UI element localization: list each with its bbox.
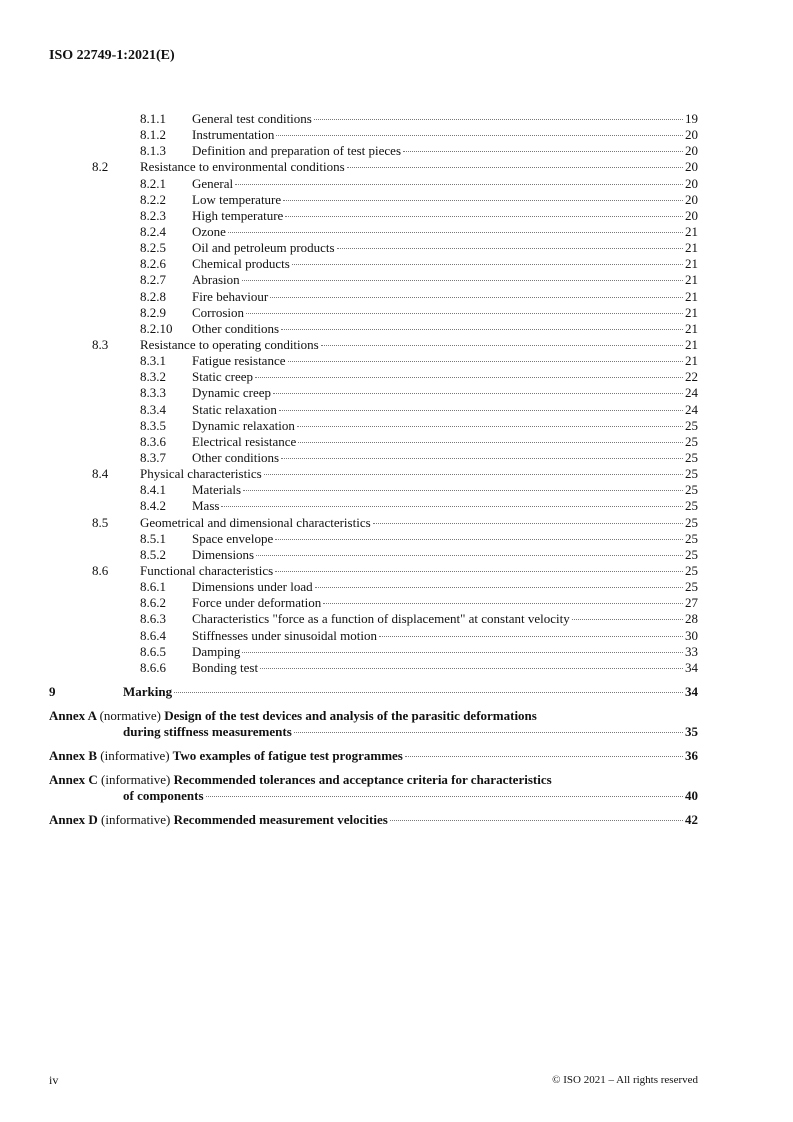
toc-entry-title: Resistance to environmental conditions [140, 159, 345, 175]
dot-leader [390, 820, 683, 821]
toc-entry-number: 8.6.1 [140, 579, 166, 595]
toc-entry-page: 25 [685, 433, 698, 449]
toc-entry-page: 24 [685, 385, 698, 401]
toc-entry-number: 8.3.6 [140, 433, 166, 449]
toc-entry-title: General test conditions [192, 111, 312, 126]
toc-entry-number: 8.3.4 [140, 401, 166, 417]
toc-entry-title: High temperature [192, 207, 284, 223]
toc-entry-title: Static relaxation [192, 401, 277, 417]
annex-title-line2 [49, 724, 698, 740]
toc-entry-number: 8.2.5 [140, 240, 166, 256]
annex-title-line [49, 748, 698, 764]
dot-leader [246, 313, 683, 314]
toc-entry-title: Resistance to operating conditions [140, 336, 319, 352]
annex-title: Design of the test devices and analysis of the parasitic deformations [164, 708, 537, 724]
toc-entry-title: Characteristics "force as a function of displacement" at constant velocity [192, 611, 570, 627]
toc-entry-number: 8.2.8 [140, 288, 166, 304]
toc-entry-title: Force under deformation [192, 595, 322, 611]
toc-entry[interactable] [49, 369, 698, 385]
toc-entry-number: 8.6.3 [140, 611, 166, 627]
annex-type: (informative) [100, 748, 170, 764]
toc-entry-title: Oil and petroleum products [192, 240, 335, 256]
toc-entry-title: Dynamic relaxation [192, 417, 295, 433]
toc-entry-number: 8.5.2 [140, 546, 166, 562]
toc-entry-number: 8.2.10 [140, 320, 173, 336]
toc-entry-page: 25 [685, 482, 698, 498]
dot-leader [275, 571, 683, 572]
toc-entry-title: Physical characteristics [140, 466, 262, 482]
toc-entry-title: Fatigue resistance [192, 353, 286, 369]
toc-entry-title: Marking [123, 683, 173, 699]
toc-entry-page: 21 [685, 353, 698, 369]
toc-entry-number: 8.3.7 [140, 449, 166, 465]
toc-annex-entry[interactable] [49, 772, 698, 804]
toc-entry-page: 20 [685, 143, 698, 159]
toc-entry[interactable] [49, 482, 698, 498]
dot-leader [270, 297, 683, 298]
toc-entry[interactable] [49, 660, 698, 676]
dot-leader [297, 426, 683, 427]
dot-leader [281, 458, 683, 459]
annex-label: Annex C [49, 772, 98, 788]
toc-entry-page: 21 [685, 272, 698, 288]
annex-title-line [49, 812, 698, 828]
toc-entry-number: 8.2.2 [140, 191, 166, 207]
toc-annex-entry[interactable] [49, 812, 698, 828]
dot-leader [292, 264, 683, 265]
annex-heading [49, 748, 403, 764]
dot-leader [315, 587, 683, 588]
toc-entry-page: 25 [685, 449, 698, 465]
toc-entry-title: Corrosion [192, 304, 244, 320]
toc-entry-title: Geometrical and dimensional characteristics [140, 514, 371, 530]
toc-annex-entry[interactable] [49, 708, 698, 740]
toc-entry-number: 8.3.1 [140, 353, 166, 369]
toc-entry-title: Stiffnesses under sinusoidal motion [192, 627, 378, 643]
toc-entry-number: 8.3.5 [140, 417, 166, 433]
annex-title-line1 [49, 772, 698, 788]
dot-leader [321, 345, 683, 346]
toc-entry-number: 8.3.3 [140, 385, 166, 401]
toc-entry-number: 8.2.1 [140, 175, 166, 191]
toc-entry[interactable] [49, 289, 698, 305]
toc-entry-title: Electrical resistance [192, 433, 297, 449]
toc-entry-page: 28 [685, 611, 698, 627]
toc-entry-page: 21 [685, 223, 698, 239]
toc-entry-number: 8.2 [92, 159, 109, 175]
toc-entry-page: 25 [685, 530, 698, 546]
dot-leader [228, 232, 683, 233]
toc-entry-number: 8.6.2 [140, 595, 166, 611]
toc-entry-title: Dimensions [192, 546, 255, 562]
toc-entry-page: 34 [685, 659, 698, 675]
toc-entry-title: Chemical products [192, 256, 290, 272]
toc-entry-number: 9 [49, 683, 56, 699]
toc-entry-title: Other conditions [192, 320, 280, 336]
dot-leader [283, 200, 683, 201]
toc-entry[interactable] [49, 498, 698, 514]
toc-entry[interactable] [49, 127, 698, 143]
toc-entry[interactable] [49, 305, 698, 321]
toc-entry-page: 27 [685, 595, 698, 611]
toc-entry[interactable] [49, 176, 698, 192]
toc-entry-page: 20 [685, 159, 698, 175]
annex-title-line2 [49, 788, 698, 804]
toc-entry-page: 24 [685, 401, 698, 417]
toc-entry[interactable] [49, 644, 698, 660]
toc-entry[interactable] [49, 240, 698, 256]
toc-entry-number: 8.5 [92, 514, 109, 530]
toc-entry-page: 25 [685, 498, 698, 514]
document-header: ISO 22749-1:2021(E) [49, 48, 175, 63]
annex-type: (informative) [101, 812, 171, 828]
toc-entry-number: 8.3 [92, 336, 109, 352]
dot-leader [294, 732, 683, 733]
dot-leader [264, 474, 683, 475]
toc-entry-page: 20 [685, 175, 698, 191]
dot-leader [403, 151, 683, 152]
dot-leader [298, 442, 683, 443]
dot-leader [275, 539, 683, 540]
dot-leader [323, 603, 683, 604]
toc-entry[interactable] [49, 208, 698, 224]
dot-leader [221, 506, 683, 507]
toc-entry-page: 21 [685, 240, 698, 256]
toc-entry-number: 8.2.3 [140, 207, 166, 223]
toc-entry[interactable] [49, 272, 698, 288]
toc-entry-page: 20 [685, 127, 698, 143]
toc-entry[interactable] [49, 611, 698, 627]
toc-entry-page: 42 [685, 812, 698, 828]
toc-entry-number: 8.6.5 [140, 643, 166, 659]
toc-entry[interactable] [49, 547, 698, 563]
toc-entry[interactable] [49, 579, 698, 595]
dot-leader [285, 216, 683, 217]
toc-entry[interactable] [49, 353, 698, 369]
dot-leader [288, 361, 684, 362]
toc-entry[interactable] [49, 143, 698, 159]
toc-entry-title: Damping [192, 643, 241, 659]
toc-entry-number: 8.6.6 [140, 659, 166, 675]
dot-leader [281, 329, 683, 330]
toc-entry-page: 25 [685, 514, 698, 530]
dot-leader [242, 652, 683, 653]
dot-leader [373, 523, 683, 524]
toc-entry[interactable] [49, 402, 698, 418]
toc-entry-page: 30 [685, 627, 698, 643]
toc-entry-number: 8.3.2 [140, 369, 166, 385]
toc-entry-page: 20 [685, 191, 698, 207]
dot-leader [273, 393, 683, 394]
toc-entry-number: 8.2.6 [140, 256, 166, 272]
toc-entry-number: 8.1.3 [140, 143, 166, 159]
toc-entry-title: Bonding test [192, 659, 259, 675]
annex-heading [49, 812, 388, 828]
toc-entry[interactable] [49, 466, 698, 482]
toc-entry-page: 21 [685, 320, 698, 336]
dot-leader [337, 248, 683, 249]
toc-entry[interactable] [49, 385, 698, 401]
toc-entry-number: 8.6 [92, 562, 109, 578]
dot-leader [243, 490, 683, 491]
toc-entry-page: 21 [685, 288, 698, 304]
toc-entry-title: Low temperature [192, 191, 282, 207]
toc-entry[interactable] [49, 434, 698, 450]
dot-leader [379, 636, 683, 637]
toc-entry-page: 20 [685, 207, 698, 223]
toc-entry-number: 8.1.1 [140, 111, 166, 126]
toc-entry-title: Dimensions under load [192, 579, 313, 595]
toc-entry-number: 8.5.1 [140, 530, 166, 546]
toc-entry-title: Ozone [192, 223, 226, 239]
toc-entry-number: 8.4.1 [140, 482, 166, 498]
toc-entry-title: Definition and preparation of test pieces [192, 143, 402, 159]
toc-entry-title: Instrumentation [192, 127, 275, 143]
toc-entry-number: 8.1.2 [140, 127, 166, 143]
toc-entry-title: Other conditions [192, 449, 280, 465]
toc-entry-title: Functional characteristics [140, 562, 274, 578]
toc-entry-page: 25 [685, 417, 698, 433]
toc-entry-page: 21 [685, 336, 698, 352]
toc-entry[interactable] [49, 450, 698, 466]
toc-entry-title: General [192, 175, 234, 191]
annex-title: Two examples of fatigue test programmes [172, 748, 403, 764]
toc-entry-title: Materials [192, 482, 242, 498]
annex-title: Recommended tolerances and acceptance criteria for characteristics [173, 772, 552, 788]
toc-entry[interactable] [49, 321, 698, 337]
toc-entry[interactable] [49, 515, 698, 531]
toc-entry-clause-9[interactable] [49, 684, 698, 700]
toc-entry[interactable] [49, 531, 698, 547]
annex-title: Recommended measurement velocities [173, 812, 388, 828]
toc-entry-page: 33 [685, 643, 698, 659]
toc-entry-number: 8.6.4 [140, 627, 166, 643]
annex-title-continued: during stiffness measurements [123, 724, 292, 740]
toc-entry-number: 8.4 [92, 466, 109, 482]
toc-entry[interactable] [49, 628, 698, 644]
toc-entry-title: Dynamic creep [192, 385, 272, 401]
toc-annex-entry[interactable] [49, 748, 698, 764]
dot-leader [256, 555, 683, 556]
toc-entry-number: 8.4.2 [140, 498, 166, 514]
toc-entry-title: Fire behaviour [192, 288, 269, 304]
annex-type: (informative) [101, 772, 171, 788]
toc-entry-page: 25 [685, 546, 698, 562]
toc-entry-page: 19 [685, 111, 698, 126]
annex-label: Annex A [49, 708, 97, 724]
toc-entry-number: 8.2.4 [140, 223, 166, 239]
toc-entry[interactable] [49, 337, 698, 353]
toc-entry-page: 25 [685, 466, 698, 482]
toc-entry[interactable] [49, 418, 698, 434]
toc-entry-number: 8.2.9 [140, 304, 166, 320]
toc-entry-page: 40 [685, 788, 698, 804]
dot-leader [314, 119, 683, 120]
toc-entry-page: 22 [685, 369, 698, 385]
table-of-contents [49, 111, 698, 829]
toc-entry[interactable] [49, 224, 698, 240]
dot-leader [405, 756, 683, 757]
dot-leader [276, 135, 683, 136]
dot-leader [174, 692, 683, 693]
toc-entry-page: 36 [685, 748, 698, 764]
annex-label: Annex D [49, 812, 98, 828]
dot-leader [242, 280, 683, 281]
annex-title-line1 [49, 708, 698, 724]
toc-entry[interactable] [49, 159, 698, 175]
toc-entry-title: Static creep [192, 369, 253, 385]
toc-entry[interactable] [49, 563, 698, 579]
annex-title-continued: of components [123, 788, 204, 804]
copyright-notice: © ISO 2021 – All rights reserved [552, 1074, 698, 1086]
dot-leader [235, 184, 683, 185]
dot-leader [279, 410, 683, 411]
toc-entry-page: 21 [685, 304, 698, 320]
toc-entry[interactable] [49, 192, 698, 208]
toc-entry[interactable] [49, 111, 698, 127]
dot-leader [206, 796, 683, 797]
toc-entry-page: 34 [685, 683, 698, 699]
toc-entry-page: 35 [685, 724, 698, 740]
dot-leader [260, 668, 683, 669]
toc-entry-page: 25 [685, 579, 698, 595]
toc-entry-title: Mass [192, 498, 220, 514]
toc-entry-title: Space envelope [192, 530, 274, 546]
toc-entry[interactable] [49, 595, 698, 611]
toc-entry-page: 21 [685, 256, 698, 272]
dot-leader [572, 619, 683, 620]
annex-type: (normative) [99, 708, 161, 724]
dot-leader [347, 167, 683, 168]
toc-entry-page: 25 [685, 562, 698, 578]
dot-leader [255, 377, 683, 378]
toc-entry[interactable] [49, 256, 698, 272]
page-number: iv [49, 1073, 59, 1087]
annex-label: Annex B [49, 748, 98, 764]
toc-entry-number: 8.2.7 [140, 272, 166, 288]
toc-entry-title: Abrasion [192, 272, 240, 288]
